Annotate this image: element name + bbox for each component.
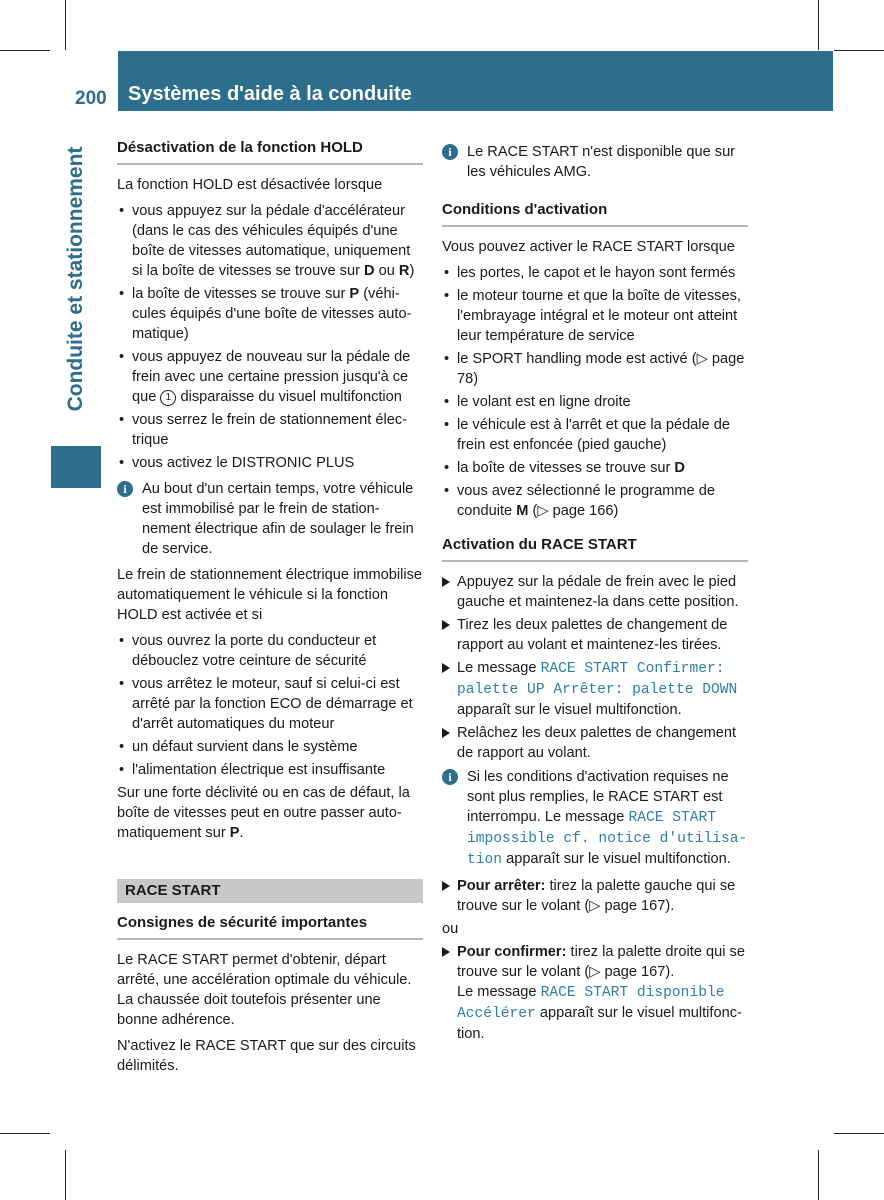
- list-item: Relâchez les deux palettes de changement de rapport au volant.: [442, 723, 748, 763]
- stop-step: [442, 876, 748, 916]
- conditions-heading: Conditions d'activation: [442, 200, 748, 227]
- list-item: • l'alimentation électrique est insuffisante: [117, 760, 423, 780]
- paragraph: Sur une forte déclivité ou en cas de défaut, la boîte de vitesses peut en outre passer automatiquement sur P.: [117, 785, 410, 841]
- action-arrow-icon: [442, 881, 450, 891]
- page-number: 200: [75, 88, 107, 109]
- list-item: Appuyez sur la pédale de frein avec le pied gauche et maintenez-la dans cette position.: [442, 572, 748, 612]
- info-note: i Si les conditions d'activation requises ne sont plus remplies, le RACE START est interrompu. Le message RACE START impossible cf. notice d'utilisation apparaît sur le visuel multifonction.: [442, 767, 748, 870]
- list-item: • le moteur tourne et que la boîte de vitesses, l'embrayage intégral et le moteur ont atteint leur température de service: [442, 286, 748, 346]
- list-item: • vous appuyez de nouveau sur la pédale de frein avec une certaine pression jusqu'à ce que 1 disparaisse du visuel multifonction: [117, 347, 423, 407]
- list-item: Tirez les deux palettes de changement de rapport au volant et maintenez-les tirées.: [442, 615, 748, 655]
- info-icon: i: [117, 481, 133, 497]
- auto-hold-list: [117, 631, 423, 780]
- info-note: i Au bout d'un certain temps, votre véhicule est immobilisé par le frein de stationnement électrique afin de soulager le frein de service.: [117, 479, 423, 559]
- crop-mark: [65, 1150, 66, 1200]
- info-note: i Le RACE START n'est disponible que sur les véhicules AMG.: [442, 142, 748, 182]
- display-message: RACE START Confirmer: palette UP Arrêter: palette DOWN: [457, 661, 738, 698]
- activation-steps: [442, 572, 748, 763]
- display-message: RACE START impossible cf. notice d'utilisation: [467, 810, 748, 868]
- list-item: Pour arrêter: tirez la palette gauche qui se trouve sur le volant (▷ page 167).: [442, 876, 748, 916]
- conditions-list: [442, 263, 748, 521]
- left-column: [117, 138, 423, 1082]
- display-message: RACE START disponible Accélérer: [457, 985, 725, 1022]
- list-item: • vous avez sélectionné le programme de conduite M (▷ page 166): [442, 481, 748, 521]
- conditions-intro: Vous pouvez activer le RACE START lorsque: [442, 239, 735, 255]
- list-item: • un défaut survient dans le système: [117, 737, 423, 757]
- confirm-step: [442, 942, 748, 1044]
- info-icon: i: [442, 769, 458, 785]
- crop-mark: [818, 1150, 819, 1200]
- safety-heading: Consignes de sécurité importantes: [117, 913, 423, 940]
- list-item: • vous serrez le frein de stationnement électrique: [117, 410, 423, 450]
- header-band: [118, 51, 833, 111]
- list-item: Le message RACE START Confirmer: palette UP Arrêter: palette DOWN apparaît sur le visuel multifonction.: [442, 658, 748, 720]
- list-item: • le volant est en ligne droite: [442, 392, 748, 412]
- section-bar-race-start: RACE START: [117, 879, 423, 903]
- paragraph: N'activez le RACE START que sur des circuits délimités.: [117, 1038, 416, 1074]
- sidebar-label-area: [51, 111, 101, 446]
- action-arrow-icon: [442, 728, 450, 738]
- crop-mark: [0, 50, 50, 51]
- list-item: • le SPORT handling mode est activé (▷ page 78): [442, 349, 748, 389]
- list-item: • le véhicule est à l'arrêt et que la pédale de frein est enfoncée (pied gauche): [442, 415, 748, 455]
- sidebar-label: Conduite et stationnement: [64, 146, 87, 412]
- list-item: • vous arrêtez le moteur, sauf si celui-ci est arrêté par la fonction ECO de démarrage et d'arrêt automatiques du moteur: [117, 674, 423, 734]
- hold-bullet-list: [117, 201, 423, 473]
- info-icon: i: [442, 144, 458, 160]
- action-arrow-icon: [442, 663, 450, 673]
- paragraph: Le frein de stationnement électrique immobilise automatiquement le véhicule si la fonction HOLD est activée et si: [117, 567, 423, 623]
- list-item: • vous activez le DISTRONIC PLUS: [117, 453, 423, 473]
- list-item: • la boîte de vitesses se trouve sur P (véhicules équipés d'une boîte de vitesses automatique): [117, 284, 423, 344]
- crop-mark: [65, 0, 66, 50]
- sidebar-tab-marker: [51, 446, 101, 488]
- list-item: • la boîte de vitesses se trouve sur D: [442, 458, 748, 478]
- action-arrow-icon: [442, 620, 450, 630]
- crop-mark: [0, 1133, 50, 1134]
- list-item: • vous ouvrez la porte du conducteur et débouclez votre ceinture de sécurité: [117, 631, 423, 671]
- or-text: ou: [442, 921, 459, 937]
- list-item: • les portes, le capot et le hayon sont fermés: [442, 263, 748, 283]
- hold-heading: Désactivation de la fonction HOLD: [117, 138, 423, 165]
- list-item: • vous appuyez sur la pédale d'accélérateur (dans le cas des véhicules équipés d'une boîte de vitesses automatique, uniquement si la boîte de vitesses se trouve sur D ou R): [117, 201, 423, 281]
- circled-number-icon: 1: [160, 390, 176, 406]
- section-sidebar: [51, 111, 101, 488]
- crop-mark: [834, 1133, 884, 1134]
- page-header: [51, 51, 833, 111]
- crop-mark: [834, 50, 884, 51]
- page-title: Systèmes d'aide à la conduite: [128, 83, 412, 105]
- action-arrow-icon: [442, 947, 450, 957]
- hold-intro: La fonction HOLD est désactivée lorsque: [117, 177, 383, 193]
- activation-heading: Activation du RACE START: [442, 535, 748, 562]
- paragraph: Le RACE START permet d'obtenir, départ arrêté, une accélération optimale du véhicule. La chaussée doit toutefois présenter une bonne adhérence.: [117, 952, 412, 1028]
- crop-mark: [818, 0, 819, 50]
- list-item: Pour confirmer: tirez la palette droite qui se trouve sur le volant (▷ page 167). Le message RACE START disponible Accélérer apparaît sur le visuel multifonction.: [442, 942, 748, 1044]
- action-arrow-icon: [442, 577, 450, 587]
- right-column: [442, 138, 748, 1047]
